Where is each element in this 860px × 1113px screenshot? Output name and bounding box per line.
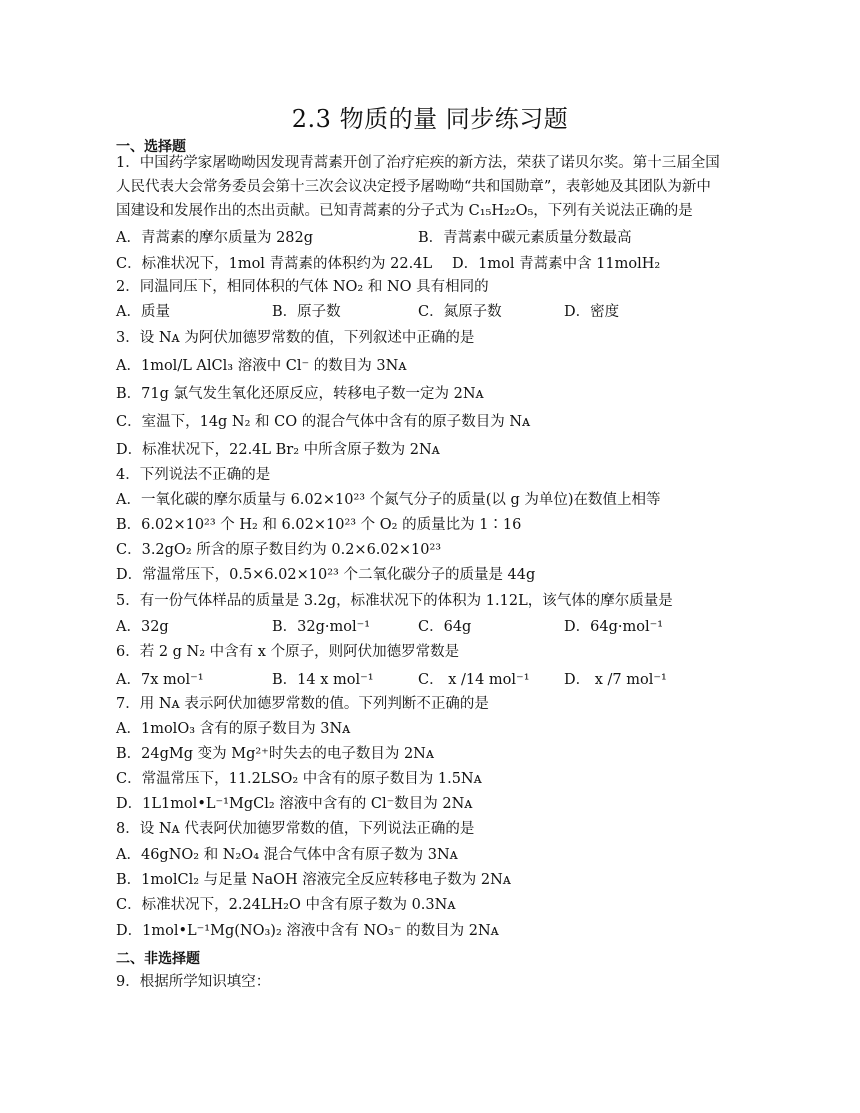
- q2-option-b: B．原子数: [272, 304, 341, 320]
- q6-option-b: B．14 x mol⁻¹: [272, 672, 374, 688]
- q2-option-a: A．质量: [116, 304, 170, 320]
- q1-line-3: 国建设和发展作出的杰出贡献。已知青蒿素的分子式为 C₁₅H₂₂O₅，下列有关说法正确的是: [116, 203, 693, 219]
- q4-stem: 4．下列说法不正确的是: [116, 467, 271, 483]
- q6-option-a: A．7x mol⁻¹: [116, 672, 204, 688]
- q5-option-d: D．64g·mol⁻¹: [564, 619, 664, 635]
- section-heading-choice: 一、选择题: [116, 139, 186, 155]
- q3-option-c: C．室温下，14g N₂ 和 CO 的混合气体中含有的原子数目为 Nᴀ: [116, 414, 531, 430]
- q4-option-d: D．常温常压下，0.5×6.02×10²³ 个二氧化碳分子的质量是 44g: [116, 567, 536, 583]
- q1-option-b: B．青蒿素中碳元素质量分数最高: [418, 230, 632, 246]
- q5-option-c: C．64g: [418, 619, 472, 635]
- page-title: 2.3 物质的量 同步练习题: [291, 105, 569, 133]
- q1-option-d: D．1mol 青蒿素中含 11molH₂: [452, 256, 661, 272]
- q7-option-b: B．24gMg 变为 Mg²⁺时失去的电子数目为 2Nᴀ: [116, 746, 435, 762]
- q4-option-a: A．一氧化碳的摩尔质量与 6.02×10²³ 个氮气分子的质量(以 g 为单位)在数值上相等: [116, 492, 661, 508]
- q4-option-b: B．6.02×10²³ 个 H₂ 和 6.02×10²³ 个 O₂ 的质量比为 1∶16: [116, 517, 522, 533]
- q2-stem: 2．同温同压下，相同体积的气体 NO₂ 和 NO 具有相同的: [116, 279, 489, 295]
- q8-option-c: C．标准状况下，2.24LH₂O 中含有原子数为 0.3Nᴀ: [116, 897, 456, 913]
- q1-line-2: 人民代表大会常务委员会第十三次会议决定授予屠呦呦“共和国勋章”，表彰她及其团队为新中: [116, 179, 711, 195]
- q3-option-a: A．1mol/L AlCl₃ 溶液中 Cl⁻ 的数目为 3Nᴀ: [116, 358, 407, 374]
- q1-option-c: C．标准状况下，1mol 青蒿素的体积约为 22.4L: [116, 256, 433, 272]
- q8-option-d: D．1mol•L⁻¹Mg(NO₃)₂ 溶液中含有 NO₃⁻ 的数目为 2Nᴀ: [116, 923, 499, 939]
- section-heading-non-choice: 二、非选择题: [116, 951, 200, 967]
- q9-stem: 9．根据所学知识填空：: [116, 974, 271, 990]
- q4-option-c: C．3.2gO₂ 所含的原子数目约为 0.2×6.02×10²³: [116, 542, 442, 558]
- q7-option-d: D．1L1mol•L⁻¹MgCl₂ 溶液中含有的 Cl⁻数目为 2Nᴀ: [116, 796, 473, 812]
- q8-option-b: B．1molCl₂ 与足量 NaOH 溶液完全反应转移电子数为 2Nᴀ: [116, 872, 511, 888]
- q3-option-d: D．标准状况下，22.4L Br₂ 中所含原子数为 2Nᴀ: [116, 442, 440, 458]
- q6-option-c: C． x /14 mol⁻¹: [418, 672, 530, 688]
- q6-stem: 6．若 2 g N₂ 中含有 x 个原子，则阿伏加德罗常数是: [116, 644, 460, 660]
- q7-option-c: C．常温常压下，11.2LSO₂ 中含有的原子数目为 1.5Nᴀ: [116, 771, 482, 787]
- q5-stem: 5．有一份气体样品的质量是 3.2g，标准状况下的体积为 1.12L，该气体的摩尔质量是: [116, 593, 673, 609]
- q7-stem: 7．用 Nᴀ 表示阿伏加德罗常数的值。下列判断不正确的是: [116, 696, 489, 712]
- q3-stem: 3．设 Nᴀ 为阿伏加德罗常数的值，下列叙述中正确的是: [116, 330, 475, 346]
- q8-option-a: A．46gNO₂ 和 N₂O₄ 混合气体中含有原子数为 3Nᴀ: [116, 847, 458, 863]
- q6-option-d: D． x /7 mol⁻¹: [564, 672, 667, 688]
- q3-option-b: B．71g 氯气发生氧化还原反应，转移电子数一定为 2Nᴀ: [116, 386, 484, 402]
- q2-option-c: C．氮原子数: [418, 304, 502, 320]
- q1-line-1: 1．中国药学家屠呦呦因发现青蒿素开创了治疗疟疾的新方法，荣获了诺贝尔奖。第十三届全国: [116, 155, 720, 171]
- q2-option-d: D．密度: [564, 304, 620, 320]
- q5-option-b: B．32g·mol⁻¹: [272, 619, 371, 635]
- q8-stem: 8．设 Nᴀ 代表阿伏加德罗常数的值，下列说法正确的是: [116, 821, 475, 837]
- q5-option-a: A．32g: [116, 619, 169, 635]
- q1-option-a: A．青蒿素的摩尔质量为 282g: [116, 230, 314, 246]
- q7-option-a: A．1molO₃ 含有的原子数目为 3Nᴀ: [116, 721, 351, 737]
